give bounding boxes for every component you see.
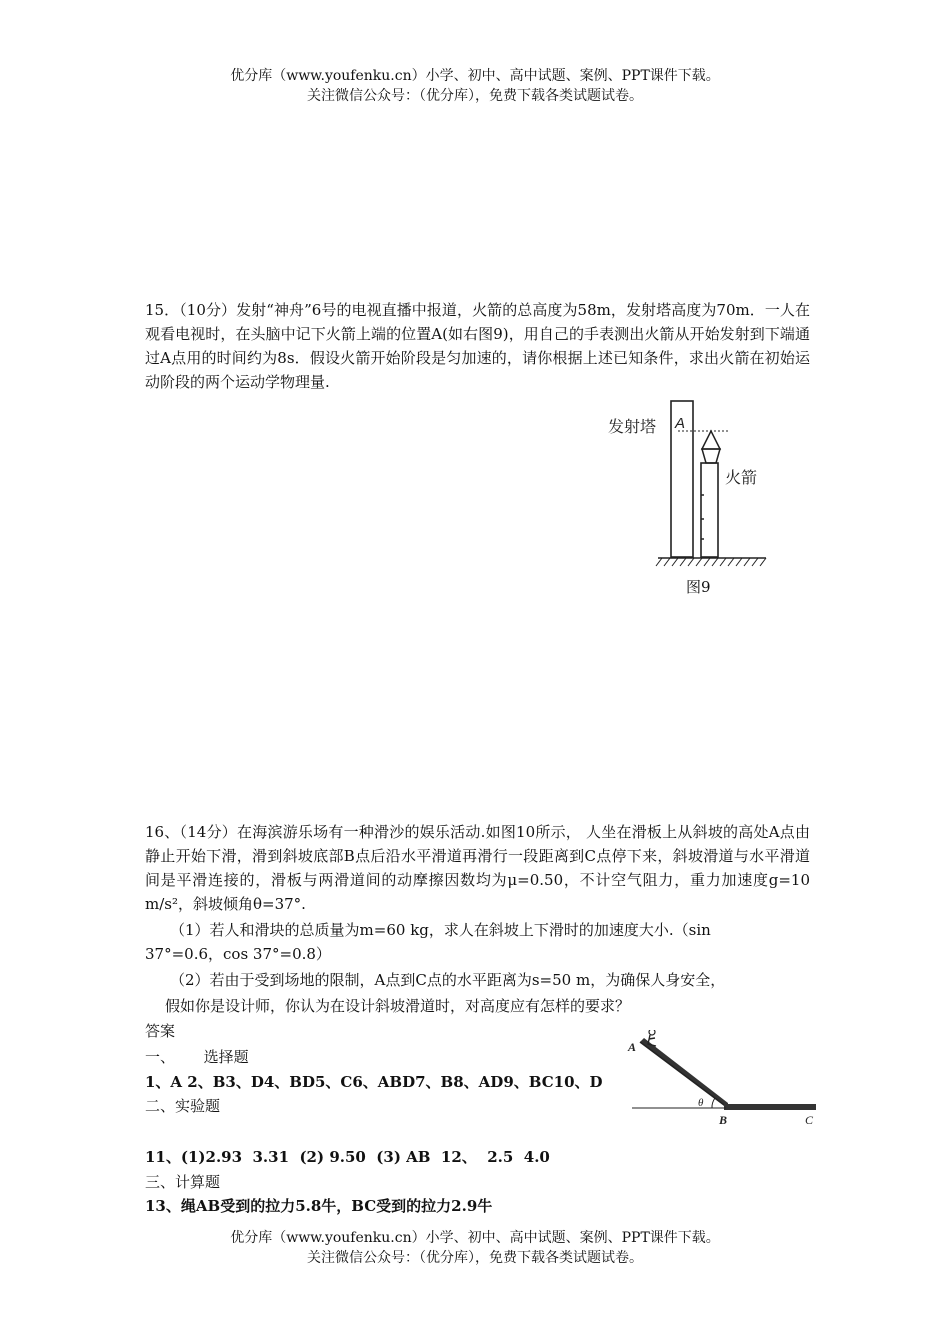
ground-hatch <box>656 558 766 566</box>
answers-title: 答案 <box>145 1022 176 1040</box>
answers-section-calc: 三、计算题 <box>145 1173 221 1191</box>
point-a-label: A <box>675 415 686 432</box>
question-16-sub2-line1: （2）若由于受到场地的限制，A点到C点的水平距离为s=50 m，为确保人身安全， <box>170 971 726 989</box>
answers-section-experiment: 二、实验题 <box>145 1097 221 1115</box>
person-icon <box>649 1030 655 1035</box>
figure-9 <box>600 395 780 605</box>
question-16-text: 16、（14分）在海滨游乐场有一种滑沙的娱乐活动.如图10所示， 人坐在滑板上从斜坡的高处A点由静止开始下滑，滑到斜坡底部B点后沿水平滑道再滑行一段距离到C点停下来，斜坡滑道与水平滑道间是平滑连接的，滑板与两滑道间的动摩擦因数均为μ=0.50，不计空气阻力，重力加速度g=10 m/s²，斜坡倾角θ=37°. <box>145 823 810 913</box>
horizontal-track <box>724 1104 816 1110</box>
label-b: B <box>719 1113 728 1127</box>
rocket-label: 火箭 <box>725 470 758 487</box>
page-footer-line1: 优分库（www.youfenku.cn）小学、初中、高中试题、案例、PPT课件下载。 <box>230 1230 720 1246</box>
tower-label: 发射塔 <box>608 419 657 436</box>
rocket-body <box>701 463 718 557</box>
angle-arc <box>712 1098 715 1108</box>
figure-10 <box>620 1030 820 1135</box>
question-16-sub1-line1: （1）若人和滑块的总质量为m=60 kg，求人在斜坡上下滑时的加速度大小.（sin <box>170 921 711 939</box>
figure-9-caption: 图9 <box>686 578 711 596</box>
label-a: A <box>628 1040 637 1054</box>
question-16-sub2-line2: 假如你是设计师，你认为在设计斜坡滑道时，对高度应有怎样的要求？ <box>165 997 631 1015</box>
answers-calc: 13、绳AB受到的拉力5.8牛，BC受到的拉力2.9牛 <box>145 1197 493 1215</box>
answers-choice: 1、A 2、B3、D4、BD5、C6、ABD7、B8、AD9、BC10、D <box>145 1073 603 1091</box>
label-theta: θ <box>698 1097 704 1109</box>
answers-section-choice: 一、 选择题 <box>145 1048 249 1066</box>
question-16-sub1-line2: 37°=0.6，cos 37°=0.8） <box>145 945 331 963</box>
rocket-nose <box>702 431 720 449</box>
rocket-cone-base <box>702 449 720 463</box>
question-15-text: 15．（10分）发射“神舟”6号的电视直播中报道，火箭的总高度为58m，发射塔高度为70m．一人在观看电视时，在头脑中记下火箭上端的位置A(如右图9)，用自己的手表测出火箭从开始发射到下端通过A点用的时间约为8s．假设火箭开始阶段是匀加速的，请你根据上述已知条件，求出火箭在初始运动阶段的两个运动学物理量. <box>145 301 810 391</box>
page-footer-line2: 关注微信公众号：（优分库），免费下载各类试题试卷。 <box>307 1250 643 1266</box>
label-c: C <box>805 1113 814 1127</box>
answers-experiment: 11、(1)2.93 3.31 (2) 9.50 (3) AB 12、 2.5 4.0 <box>145 1148 550 1166</box>
page-header-line2: 关注微信公众号：（优分库），免费下载各类试题试卷。 <box>307 88 643 104</box>
page-header-line1: 优分库（www.youfenku.cn）小学、初中、高中试题、案例、PPT课件下载。 <box>230 68 720 84</box>
